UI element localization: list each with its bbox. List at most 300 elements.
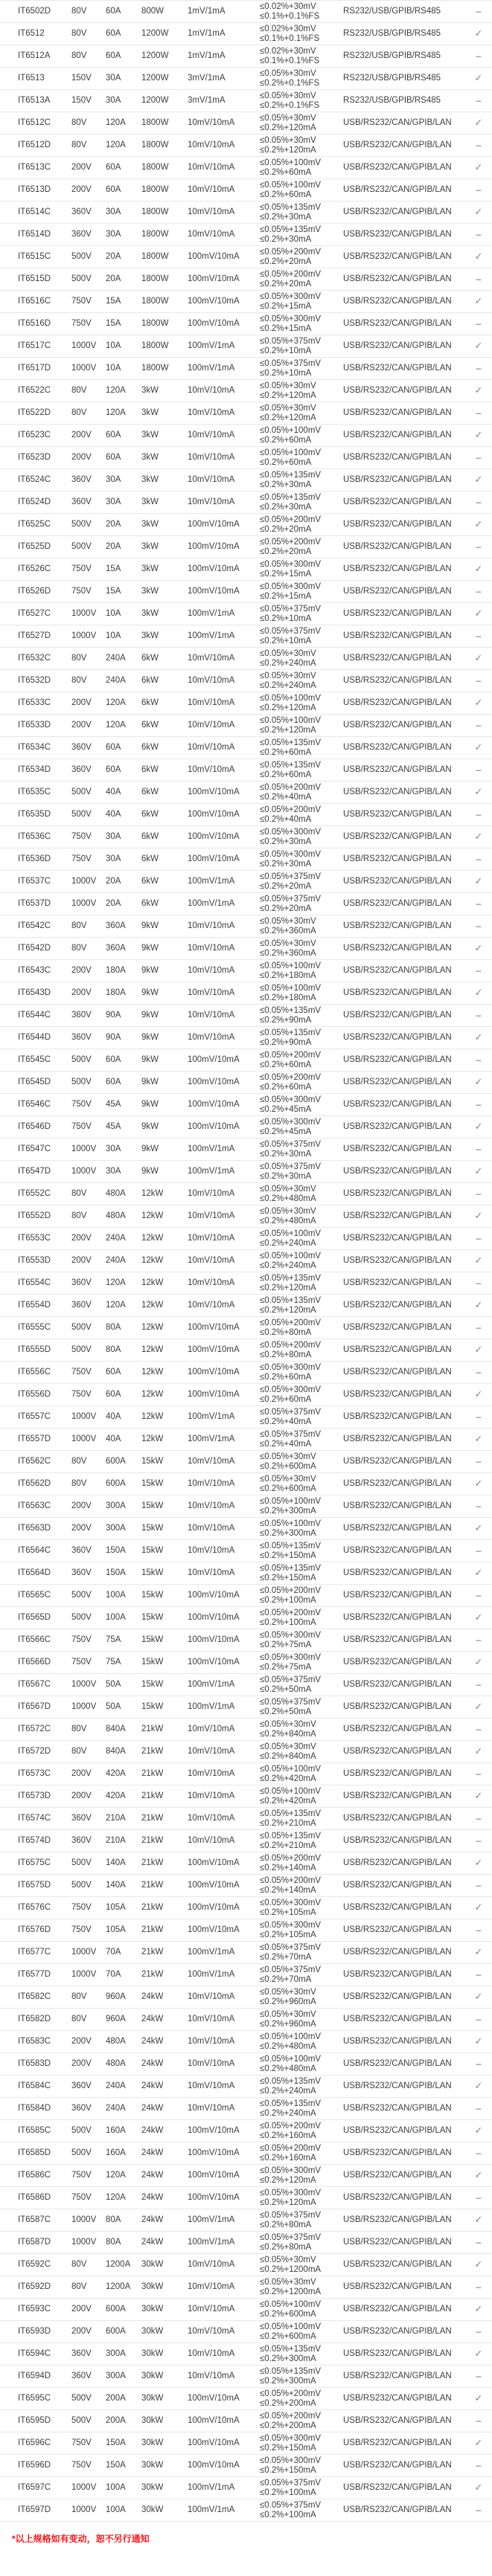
resolution-cell: 100mV/1mA	[188, 2483, 235, 2492]
interfaces-cell: USB/RS232/CAN/GPIB/LAN	[343, 1725, 452, 1733]
interfaces-cell: USB/RS232/CAN/GPIB/LAN	[343, 2461, 452, 2470]
table-row	[0, 1228, 492, 1250]
resolution-cell: 10mV/10mA	[188, 207, 235, 216]
check-icon: ✓	[474, 1345, 483, 1355]
power-cell: 12kW	[141, 1301, 164, 1310]
resolution-cell: 100mV/10mA	[188, 2461, 240, 2470]
table-row	[0, 2321, 492, 2343]
voltage-cell: 750V	[71, 297, 92, 306]
interfaces-cell: USB/RS232/CAN/GPIB/LAN	[343, 319, 452, 328]
voltage-cell: 360V	[71, 1814, 92, 1823]
resolution-cell: 100mV/10mA	[188, 1903, 240, 1912]
table-row	[0, 1652, 492, 1674]
voltage-cell: 1000V	[71, 877, 97, 886]
model-cell: IT6537D	[18, 899, 51, 908]
interfaces-cell: USB/RS232/CAN/GPIB/LAN	[343, 1390, 452, 1399]
interfaces-cell: USB/RS232/CAN/GPIB/LAN	[343, 1635, 452, 1644]
power-cell: 30kW	[141, 2438, 164, 2447]
resolution-cell: 10mV/10mA	[188, 2282, 235, 2291]
model-cell: IT6572C	[18, 1725, 51, 1733]
table-row	[0, 2232, 492, 2254]
power-cell: 9kW	[141, 1033, 159, 1042]
availability-cell	[465, 1701, 492, 1713]
check-icon: ✓	[474, 1389, 483, 1400]
accuracy-cell: ≤0.05%+200mV ≤0.2%+80mA	[260, 1318, 322, 1337]
resolution-cell: 100mV/1mA	[188, 631, 235, 640]
power-cell: 9kW	[141, 966, 159, 975]
power-cell: 1800W	[141, 341, 169, 350]
availability-cell	[465, 1434, 492, 1445]
resolution-cell: 10mV/10mA	[188, 185, 235, 194]
power-cell: 12kW	[141, 1390, 164, 1399]
interfaces-cell: USB/RS232/CAN/GPIB/LAN	[343, 1167, 452, 1176]
interfaces-cell: USB/RS232/CAN/GPIB/LAN	[343, 788, 452, 796]
power-cell: 1800W	[141, 118, 169, 127]
table-row	[0, 1339, 492, 1362]
accuracy-cell: ≤0.05%+30mV ≤0.2%+480mA	[260, 1206, 316, 1226]
model-cell: IT6553D	[18, 1256, 51, 1265]
current-cell: 120A	[106, 2171, 126, 2180]
accuracy-cell: ≤0.05%+375mV ≤0.2%+70mA	[260, 1965, 322, 1984]
voltage-cell: 80V	[71, 2015, 87, 2023]
accuracy-cell: ≤0.05%+30mV ≤0.2%+360mA	[260, 938, 316, 958]
interfaces-cell: USB/RS232/CAN/GPIB/LAN	[343, 364, 452, 373]
availability-cell	[465, 2148, 492, 2159]
availability-cell	[465, 899, 492, 909]
dash-icon: –	[476, 541, 482, 552]
power-cell: 9kW	[141, 921, 159, 930]
resolution-cell: 1mV/1mA	[188, 51, 226, 60]
resolution-cell: 10mV/10mA	[188, 1011, 235, 1020]
current-cell: 150A	[106, 2438, 126, 2447]
check-icon: ✓	[474, 876, 483, 886]
current-cell: 1200A	[106, 2260, 131, 2269]
availability-cell	[465, 721, 492, 731]
power-cell: 24kW	[141, 2238, 164, 2247]
interfaces-cell: USB/RS232/CAN/GPIB/LAN	[343, 2015, 452, 2023]
availability-cell	[465, 1323, 492, 1333]
power-cell: 6kW	[141, 832, 159, 841]
check-icon: ✓	[474, 2259, 483, 2270]
power-cell: 1800W	[141, 274, 169, 283]
availability-cell	[465, 319, 492, 329]
accuracy-cell: ≤0.05%+200mV ≤0.2%+20mA	[260, 515, 322, 534]
interfaces-cell: USB/RS232/CAN/GPIB/LAN	[343, 1033, 452, 1042]
voltage-cell: 200V	[71, 1524, 92, 1533]
interfaces-cell: USB/RS232/CAN/GPIB/LAN	[343, 118, 452, 127]
current-cell: 30A	[106, 230, 121, 239]
resolution-cell: 10mV/10mA	[188, 1256, 235, 1265]
availability-cell	[465, 1211, 492, 1222]
current-cell: 150A	[106, 1568, 126, 1577]
availability-cell	[465, 408, 492, 419]
check-icon: ✓	[474, 988, 483, 998]
model-cell: IT6522C	[18, 386, 51, 395]
check-icon: ✓	[474, 1255, 483, 1266]
table-row	[0, 2031, 492, 2053]
current-cell: 960A	[106, 1992, 126, 2001]
voltage-cell: 360V	[71, 1011, 92, 1020]
voltage-cell: 1000V	[71, 341, 97, 350]
power-cell: 1800W	[141, 364, 169, 373]
interfaces-cell: USB/RS232/CAN/GPIB/LAN	[343, 2104, 452, 2113]
table-row	[0, 1964, 492, 1986]
table-row	[0, 2299, 492, 2321]
dash-icon: –	[476, 1969, 482, 1980]
accuracy-cell: ≤0.05%+135mV ≤0.2%+300mA	[260, 2366, 322, 2386]
accuracy-cell: ≤0.05%+100mV ≤0.2%+180mA	[260, 983, 322, 1002]
voltage-cell: 1000V	[71, 364, 97, 373]
interfaces-cell: USB/RS232/CAN/GPIB/LAN	[343, 765, 452, 774]
availability-cell	[465, 1814, 492, 1824]
model-cell: IT6512A	[18, 51, 51, 60]
model-cell: IT6595D	[18, 2416, 51, 2425]
current-cell: 420A	[106, 1791, 126, 1800]
resolution-cell: 1mV/1mA	[188, 29, 226, 38]
current-cell: 60A	[106, 51, 121, 60]
accuracy-cell: ≤0.05%+135mV ≤0.2%+150mA	[260, 1541, 322, 1560]
accuracy-cell: ≤0.05%+135mV ≤0.2%+120mA	[260, 1295, 322, 1315]
accuracy-cell: ≤0.05%+100mV ≤0.2%+600mA	[260, 2322, 322, 2341]
check-icon: ✓	[474, 1991, 483, 2002]
availability-cell	[465, 653, 492, 664]
resolution-cell: 100mV/10mA	[188, 520, 240, 529]
resolution-cell: 10mV/10mA	[188, 2104, 235, 2113]
accuracy-cell: ≤0.05%+30mV ≤0.2%+960mA	[260, 2009, 316, 2029]
table-row	[0, 68, 492, 90]
resolution-cell: 10mV/10mA	[188, 2081, 235, 2090]
availability-cell	[465, 1991, 492, 2003]
interfaces-cell: USB/RS232/CAN/GPIB/LAN	[343, 1479, 452, 1488]
resolution-cell: 10mV/10mA	[188, 431, 235, 439]
interfaces-cell: USB/RS232/CAN/GPIB/LAN	[343, 564, 452, 573]
model-cell: IT6585C	[18, 2126, 51, 2135]
dash-icon: –	[476, 1233, 482, 1243]
model-cell: IT6525D	[18, 542, 51, 551]
check-icon: ✓	[474, 474, 483, 485]
current-cell: 10A	[106, 364, 121, 373]
model-cell: IT6512C	[18, 118, 51, 127]
voltage-cell: 360V	[71, 1033, 92, 1042]
availability-cell	[465, 1189, 492, 1200]
dash-icon: –	[476, 2237, 482, 2247]
resolution-cell: 100mV/10mA	[188, 1591, 240, 1600]
current-cell: 60A	[106, 1368, 121, 1376]
current-cell: 75A	[106, 1658, 121, 1667]
voltage-cell: 750V	[71, 1122, 92, 1131]
current-cell: 240A	[106, 1256, 126, 1265]
availability-cell	[465, 1278, 492, 1289]
table-row	[0, 1607, 492, 1629]
dash-icon: –	[476, 1813, 482, 1823]
resolution-cell: 100mV/10mA	[188, 1613, 240, 1622]
resolution-cell: 100mV/10mA	[188, 2416, 240, 2425]
power-cell: 21kW	[141, 1769, 164, 1778]
dash-icon: –	[476, 2192, 482, 2203]
interfaces-cell: USB/RS232/CAN/GPIB/LAN	[343, 698, 452, 707]
availability-cell	[465, 2170, 492, 2181]
dash-icon: –	[476, 675, 482, 686]
dash-icon: –	[476, 631, 482, 641]
current-cell: 75A	[106, 1635, 121, 1644]
current-cell: 100A	[106, 1591, 126, 1600]
interfaces-cell: USB/RS232/CAN/GPIB/LAN	[343, 1234, 452, 1243]
resolution-cell: 100mV/1mA	[188, 341, 235, 350]
check-icon: ✓	[474, 2215, 483, 2225]
voltage-cell: 500V	[71, 1591, 92, 1600]
resolution-cell: 100mV/10mA	[188, 274, 240, 283]
voltage-cell: 1000V	[71, 899, 97, 908]
current-cell: 160A	[106, 2126, 126, 2135]
availability-cell	[465, 676, 492, 686]
accuracy-cell: ≤0.05%+300mV ≤0.2%+60mA	[260, 1385, 322, 1404]
table-row	[0, 849, 492, 871]
dash-icon: –	[476, 1188, 482, 1199]
table-row	[0, 2343, 492, 2366]
interfaces-cell: USB/RS232/CAN/GPIB/LAN	[343, 1858, 452, 1867]
resolution-cell: 10mV/10mA	[188, 1524, 235, 1533]
current-cell: 240A	[106, 676, 126, 685]
voltage-cell: 750V	[71, 1390, 92, 1399]
interfaces-cell: USB/RS232/CAN/GPIB/LAN	[343, 1011, 452, 1020]
table-row	[0, 2455, 492, 2477]
availability-cell	[465, 1523, 492, 1534]
model-cell: IT6576C	[18, 1903, 51, 1912]
resolution-cell: 100mV/10mA	[188, 2148, 240, 2157]
resolution-cell: 10mV/10mA	[188, 2037, 235, 2046]
voltage-cell: 200V	[71, 2305, 92, 2313]
accuracy-cell: ≤0.05%+375mV ≤0.2%+100mA	[260, 2478, 322, 2497]
voltage-cell: 750V	[71, 564, 92, 573]
resolution-cell: 100mV/10mA	[188, 788, 240, 796]
model-cell: IT6563D	[18, 1524, 51, 1533]
power-cell: 24kW	[141, 2059, 164, 2068]
table-row	[0, 804, 492, 826]
resolution-cell: 100mV/10mA	[188, 564, 240, 573]
check-icon: ✓	[474, 2125, 483, 2136]
model-cell: IT6556C	[18, 1368, 51, 1376]
dash-icon: –	[476, 2326, 482, 2337]
power-cell: 30kW	[141, 2282, 164, 2291]
table-row	[0, 2410, 492, 2432]
dash-icon: –	[476, 898, 482, 909]
dash-icon: –	[476, 1925, 482, 1935]
model-cell: IT6546C	[18, 1100, 51, 1109]
resolution-cell: 10mV/10mA	[188, 1814, 235, 1823]
model-cell: IT6583C	[18, 2037, 51, 2046]
interfaces-cell: USB/RS232/CAN/GPIB/LAN	[343, 141, 452, 149]
availability-cell	[465, 2348, 492, 2360]
power-cell: 3kW	[141, 431, 159, 439]
check-icon: ✓	[474, 608, 483, 619]
availability-cell	[465, 2193, 492, 2203]
accuracy-cell: ≤0.05%+30mV ≤0.2%+120mA	[260, 113, 316, 132]
dash-icon: –	[476, 965, 482, 976]
availability-cell	[465, 96, 492, 106]
power-cell: 30kW	[141, 2505, 164, 2514]
voltage-cell: 750V	[71, 1635, 92, 1644]
resolution-cell: 100mV/10mA	[188, 319, 240, 328]
check-icon: ✓	[474, 1612, 483, 1623]
voltage-cell: 500V	[71, 542, 92, 551]
interfaces-cell: USB/RS232/CAN/GPIB/LAN	[343, 475, 452, 484]
dash-icon: –	[476, 1099, 482, 1110]
model-cell: IT6597C	[18, 2483, 51, 2492]
resolution-cell: 100mV/10mA	[188, 2438, 240, 2447]
power-cell: 9kW	[141, 1144, 159, 1153]
voltage-cell: 360V	[71, 2104, 92, 2113]
current-cell: 80A	[106, 1323, 121, 1332]
resolution-cell: 100mV/1mA	[188, 1680, 235, 1689]
accuracy-cell: ≤0.05%+200mV ≤0.2%+140mA	[260, 1853, 322, 1873]
model-cell: IT6584D	[18, 2104, 51, 2113]
voltage-cell: 80V	[71, 944, 87, 953]
availability-cell	[465, 1970, 492, 1980]
accuracy-cell: ≤0.05%+30mV ≤0.2%+600mA	[260, 1452, 316, 1471]
dash-icon: –	[476, 1501, 482, 1511]
interfaces-cell: USB/RS232/CAN/GPIB/LAN	[343, 631, 452, 640]
availability-cell	[465, 251, 492, 263]
resolution-cell: 100mV/10mA	[188, 1055, 240, 1064]
model-cell: IT6554C	[18, 1278, 51, 1287]
model-cell: IT6596D	[18, 2461, 51, 2470]
model-cell: IT6545C	[18, 1055, 51, 1064]
power-cell: 24kW	[141, 1992, 164, 2001]
dash-icon: –	[476, 1768, 482, 1779]
table-row	[0, 1562, 492, 1585]
resolution-cell: 10mV/10mA	[188, 2327, 235, 2336]
availability-cell	[465, 2125, 492, 2137]
availability-cell	[465, 1011, 492, 1021]
interfaces-cell: USB/RS232/CAN/GPIB/LAN	[343, 1524, 452, 1533]
current-cell: 105A	[106, 1925, 126, 1934]
accuracy-cell: ≤0.02%+30mV ≤0.1%+0.1%FS	[260, 24, 320, 43]
dash-icon: –	[476, 809, 482, 820]
model-cell: IT6595C	[18, 2394, 51, 2403]
accuracy-cell: ≤0.05%+135mV ≤0.2%+30mA	[260, 470, 322, 489]
dash-icon: –	[476, 1278, 482, 1288]
voltage-cell: 750V	[71, 2171, 92, 2180]
voltage-cell: 200V	[71, 2059, 92, 2068]
power-cell: 24kW	[141, 2037, 164, 2046]
power-cell: 800W	[141, 7, 164, 16]
model-cell: IT6583D	[18, 2059, 51, 2068]
dash-icon: –	[476, 2505, 482, 2515]
resolution-cell: 10mV/10mA	[188, 1568, 235, 1577]
power-cell: 1800W	[141, 141, 169, 149]
model-cell: IT6586C	[18, 2171, 51, 2180]
table-row	[0, 960, 492, 982]
table-row	[0, 1406, 492, 1429]
current-cell: 20A	[106, 877, 121, 886]
accuracy-cell: ≤0.05%+100mV ≤0.2%+420mA	[260, 1764, 322, 1783]
power-cell: 3kW	[141, 453, 159, 462]
table-row	[0, 1295, 492, 1317]
accuracy-cell: ≤0.05%+100mV ≤0.2%+240mA	[260, 1251, 322, 1270]
interfaces-cell: USB/RS232/CAN/GPIB/LAN	[343, 297, 452, 306]
accuracy-cell: ≤0.05%+375mV ≤0.2%+10mA	[260, 336, 322, 355]
model-cell: IT6513	[18, 74, 45, 83]
accuracy-cell: ≤0.05%+375mV ≤0.2%+30mA	[260, 1162, 322, 1181]
availability-cell	[465, 876, 492, 887]
voltage-cell: 500V	[71, 252, 92, 261]
resolution-cell: 100mV/10mA	[188, 2171, 240, 2180]
table-row	[0, 1629, 492, 1652]
table-row	[0, 1250, 492, 1272]
voltage-cell: 360V	[71, 2349, 92, 2358]
power-cell: 3kW	[141, 609, 159, 618]
model-cell: IT6526D	[18, 587, 51, 596]
model-cell: IT6524C	[18, 475, 51, 484]
voltage-cell: 200V	[71, 2327, 92, 2336]
table-row	[0, 1585, 492, 1607]
availability-cell	[465, 2482, 492, 2493]
availability-cell	[465, 631, 492, 642]
model-cell: IT6513A	[18, 96, 51, 105]
table-row	[0, 2499, 492, 2522]
dash-icon: –	[476, 2014, 482, 2024]
current-cell: 20A	[106, 274, 121, 283]
interfaces-cell: USB/RS232/CAN/GPIB/LAN	[343, 921, 452, 930]
accuracy-cell: ≤0.05%+100mV ≤0.2%+60mA	[260, 425, 322, 445]
check-icon: ✓	[474, 2438, 483, 2448]
voltage-cell: 750V	[71, 2193, 92, 2202]
voltage-cell: 1000V	[71, 1970, 97, 1979]
accuracy-cell: ≤0.05%+375mV ≤0.2%+10mA	[260, 358, 322, 378]
table-row	[0, 1696, 492, 1719]
resolution-cell: 10mV/10mA	[188, 2371, 235, 2380]
model-cell: IT6532D	[18, 676, 51, 685]
voltage-cell: 1000V	[71, 1702, 97, 1711]
model-cell: IT6573D	[18, 1791, 51, 1800]
model-cell: IT6517C	[18, 341, 51, 350]
interfaces-cell: USB/RS232/CAN/GPIB/LAN	[343, 1412, 452, 1421]
model-cell: IT6534D	[18, 765, 51, 774]
voltage-cell: 200V	[71, 721, 92, 730]
accuracy-cell: ≤0.05%+100mV ≤0.2%+180mA	[260, 961, 322, 980]
dash-icon: –	[476, 1144, 482, 1154]
resolution-cell: 10mV/10mA	[188, 1992, 235, 2001]
interfaces-cell: USB/RS232/CAN/GPIB/LAN	[343, 1100, 452, 1109]
power-cell: 9kW	[141, 1122, 159, 1131]
power-cell: 9kW	[141, 988, 159, 997]
resolution-cell: 100mV/1mA	[188, 1412, 235, 1421]
resolution-cell: 100mV/1mA	[188, 1167, 235, 1176]
power-cell: 15kW	[141, 1613, 164, 1622]
current-cell: 300A	[106, 2371, 126, 2380]
resolution-cell: 10mV/10mA	[188, 163, 235, 172]
accuracy-cell: ≤0.05%+300mV ≤0.2%+15mA	[260, 292, 322, 311]
dash-icon: –	[476, 2103, 482, 2113]
model-cell: IT6515C	[18, 252, 51, 261]
availability-cell	[465, 943, 492, 954]
table-row	[0, 2366, 492, 2388]
power-cell: 21kW	[141, 1858, 164, 1867]
dash-icon: –	[476, 140, 482, 150]
current-cell: 120A	[106, 1301, 126, 1310]
table-row	[0, 2120, 492, 2142]
accuracy-cell: ≤0.05%+30mV ≤0.2%+600mA	[260, 1474, 316, 1493]
power-cell: 12kW	[141, 1434, 164, 1443]
interfaces-cell: USB/RS232/CAN/GPIB/LAN	[343, 163, 452, 172]
table-row	[0, 492, 492, 514]
model-cell: IT6556D	[18, 1390, 51, 1399]
power-cell: 1800W	[141, 163, 169, 172]
voltage-cell: 80V	[71, 2260, 87, 2269]
check-icon: ✓	[474, 1701, 483, 1712]
power-cell: 1800W	[141, 319, 169, 328]
current-cell: 480A	[106, 1189, 126, 1198]
